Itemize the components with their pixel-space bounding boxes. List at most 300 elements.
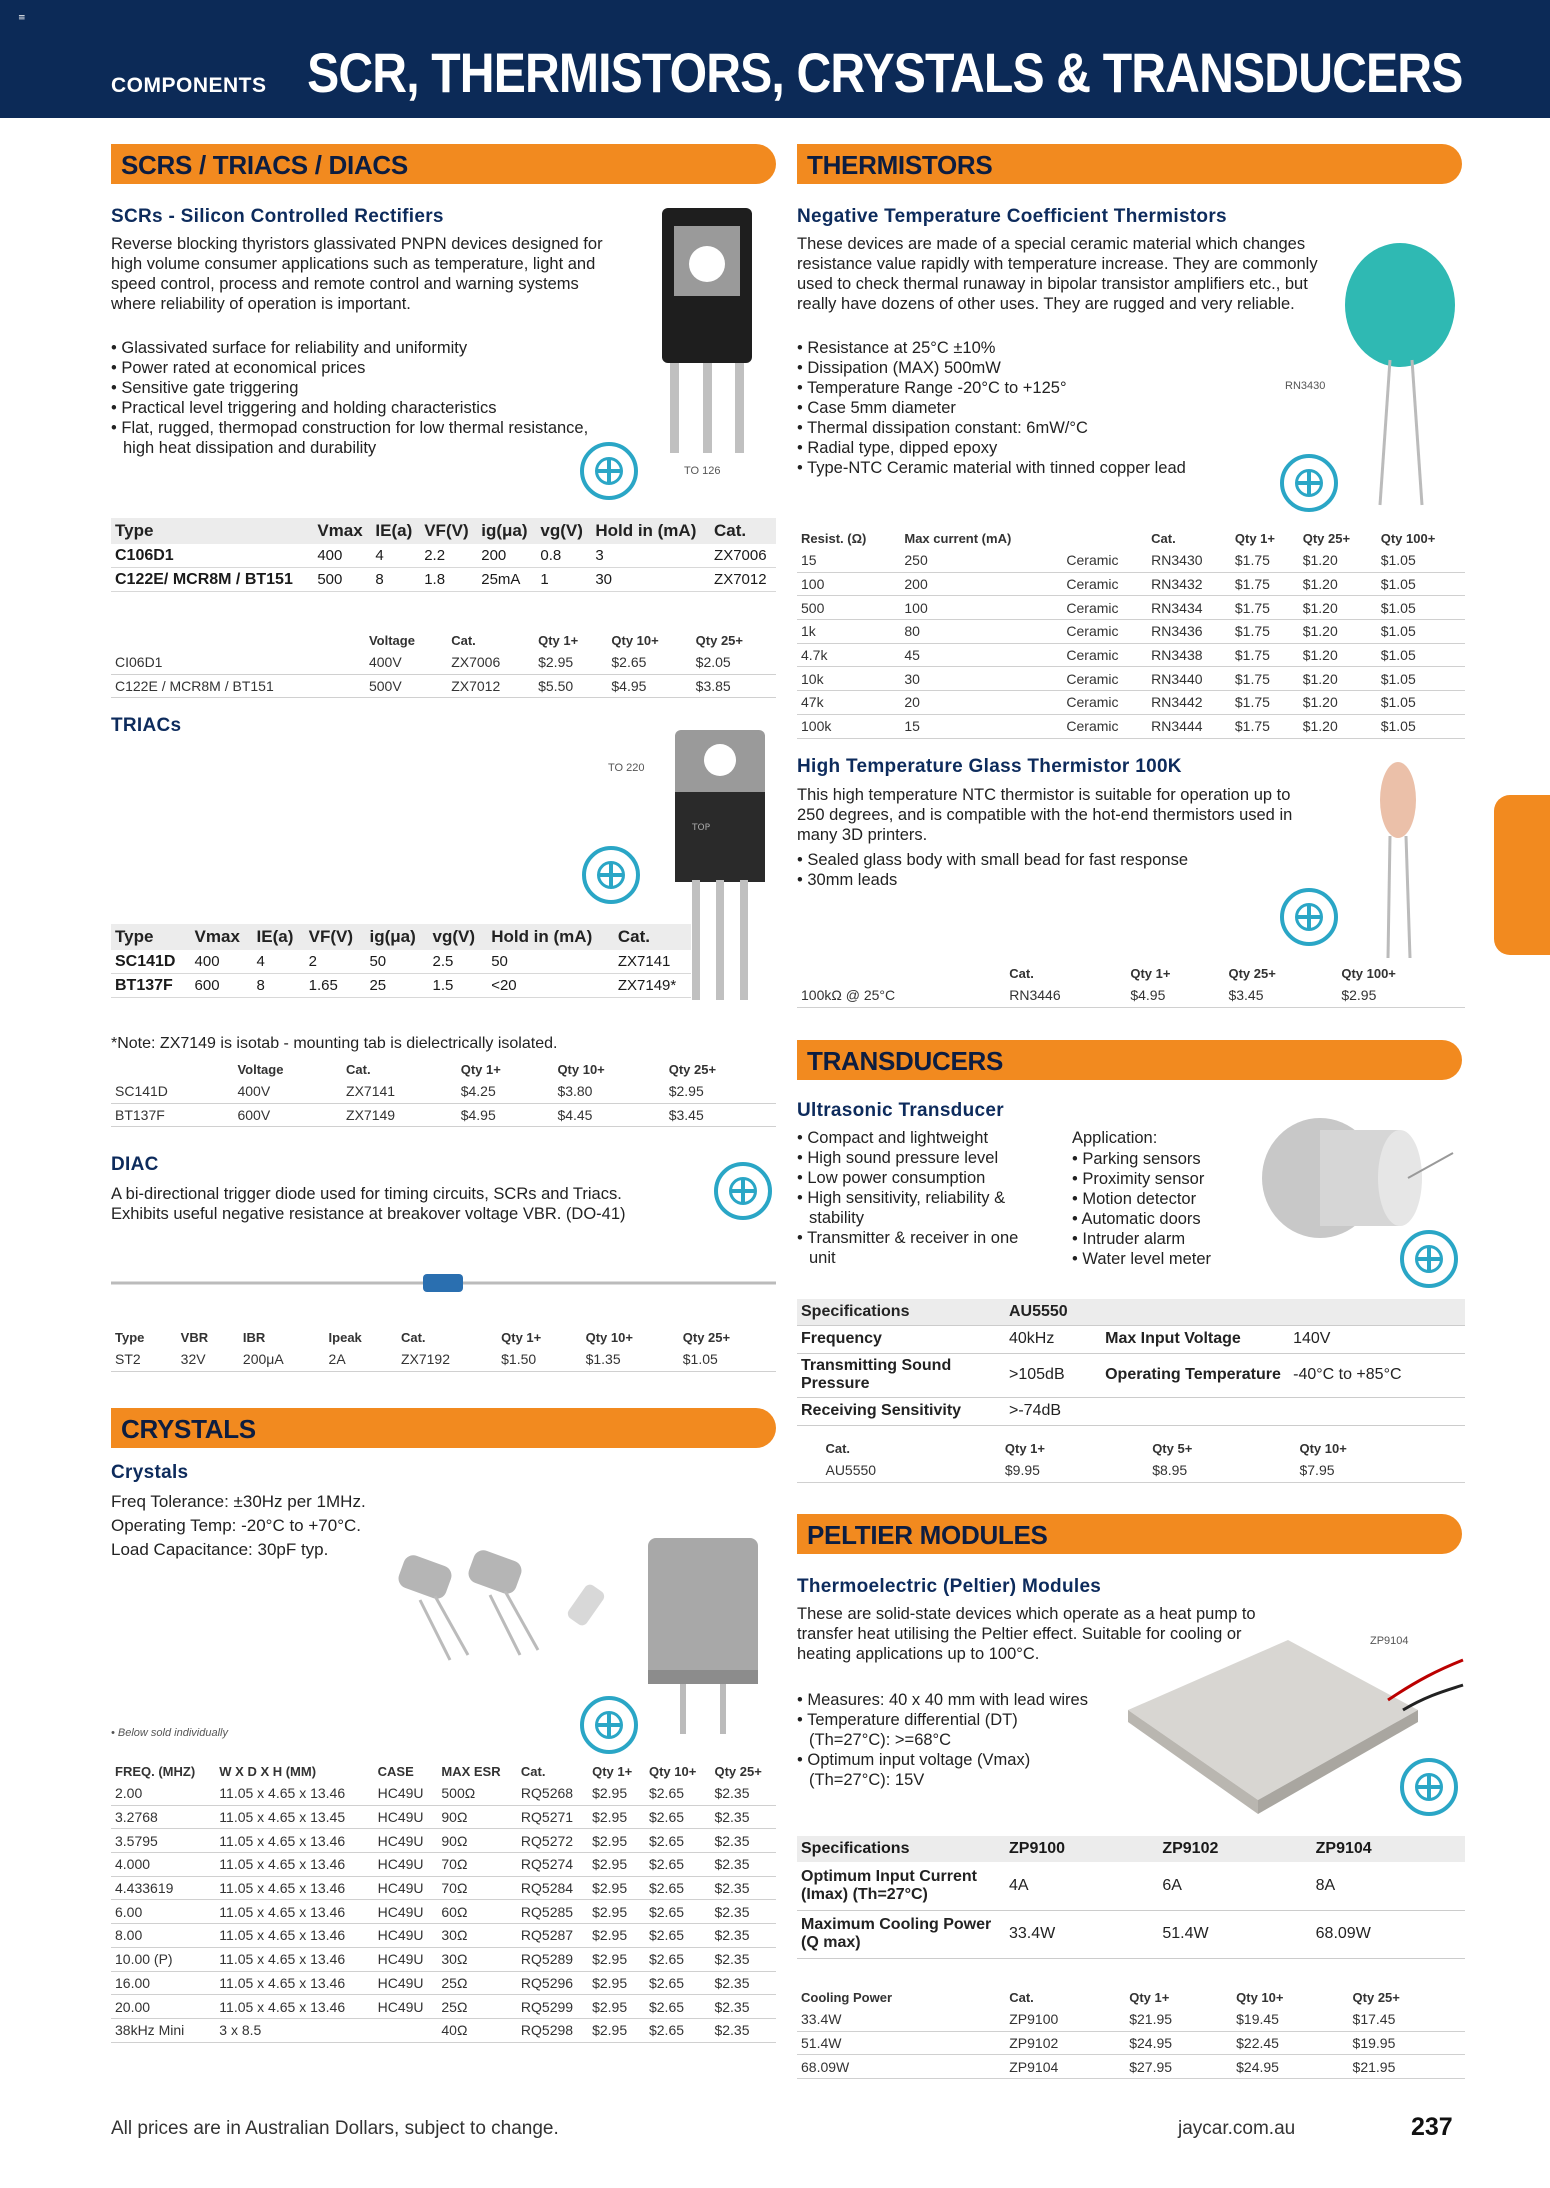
column-header: Qty 1+ (1130, 965, 1171, 981)
table-cell: $2.65 (607, 651, 691, 674)
table-cell: RQ5296 (517, 1971, 588, 1995)
table-row (797, 2055, 1465, 2079)
column-header: Cat. (400, 1329, 426, 1345)
list-item: • Sealed glass body with small bead for fast response (797, 850, 1317, 870)
column-header: VBR (180, 1329, 209, 1345)
menu-icon[interactable]: ≡ (18, 13, 26, 23)
table-cell: CI06D1 (111, 651, 365, 674)
triac-note: *Note: ZX7149 is isotab - mounting tab is dielectrically isolated. (111, 1035, 558, 1052)
globe-icon[interactable] (714, 1162, 772, 1220)
glass-thermistor-table (797, 962, 1465, 1008)
table-cell: 6.00 (111, 1900, 215, 1924)
list-item: • Optimum input voltage (Vmax) (Th=27°C): 15V (797, 1750, 1097, 1790)
table-row (111, 568, 776, 592)
table-cell: 2.2 (420, 544, 477, 568)
table-cell: RQ5272 (517, 1829, 588, 1853)
table-cell: $1.75 (1231, 549, 1299, 572)
table-cell: RQ5287 (517, 1924, 588, 1948)
table-cell: $19.45 (1232, 2008, 1348, 2031)
table-cell: Optimum Input Current (Imax) (Th=27°C) (797, 1862, 1005, 1910)
table-cell: $22.45 (1232, 2031, 1348, 2055)
table-cell: RQ5271 (517, 1805, 588, 1829)
crystals-heading: Crystals (111, 1462, 189, 1483)
triac-image-caption: TO 220 (608, 762, 645, 774)
table-cell: HC49U (374, 1805, 438, 1829)
table-cell: $27.95 (1125, 2055, 1232, 2079)
globe-icon[interactable] (1280, 888, 1338, 946)
table-cell: 500 (797, 596, 900, 620)
table-header-row (797, 1836, 1465, 1862)
table-cell: RN3442 (1147, 691, 1231, 715)
column-header: Hold in (mA) (591, 518, 710, 544)
table-row (797, 549, 1465, 572)
spec-cell: 40kHz (1005, 1325, 1101, 1353)
table-row (797, 620, 1465, 644)
column-header: Qty 1+ (1234, 530, 1275, 546)
table-cell: 500Ω (437, 1782, 517, 1805)
column-header: Qty 25+ (695, 632, 744, 648)
table-cell: 11.05 x 4.65 x 13.46 (215, 1900, 373, 1924)
triac-price-table (111, 1058, 776, 1127)
column-header: Qty 1+ (1004, 1440, 1045, 1456)
table-cell: 100 (900, 596, 1062, 620)
table-row (111, 1782, 776, 1805)
table-cell: RQ5284 (517, 1876, 588, 1900)
spec-title: Specifications (797, 1299, 1005, 1325)
table-cell: 11.05 x 4.65 x 13.46 (215, 1971, 373, 1995)
column-header: Vmax (313, 518, 371, 544)
column-header: Specifications (801, 1840, 910, 1857)
table-cell: 100kΩ @ 25°C (797, 984, 1005, 1007)
table-cell: $1.20 (1299, 691, 1377, 715)
column-header: Qty 1+ (538, 632, 579, 648)
table-cell: 60Ω (437, 1900, 517, 1924)
transducer-heading: Ultrasonic Transducer (797, 1100, 1004, 1121)
transducer-application-title: Application: (1072, 1129, 1158, 1147)
list-item: • Measures: 40 x 40 mm with lead wires (797, 1690, 1097, 1710)
page-number: 237 (1411, 2113, 1453, 2141)
table-row (797, 643, 1465, 667)
table-cell: HC49U (374, 1876, 438, 1900)
table-cell: $2.35 (710, 1782, 776, 1805)
table-cell: 51.4W (1158, 1910, 1311, 1958)
table-cell: $1.75 (1231, 643, 1299, 667)
table-row (111, 1853, 776, 1877)
table-cell: ZX7149* (614, 974, 691, 998)
table-row (111, 1995, 776, 2019)
table-cell: 11.05 x 4.65 x 13.46 (215, 1924, 373, 1948)
table-cell: 200 (900, 572, 1062, 596)
table-cell: $1.75 (1231, 620, 1299, 644)
peltier-features-list (797, 1690, 1097, 1790)
table-cell: 8.00 (111, 1924, 215, 1948)
column-header: FREQ. (MHZ) (115, 1763, 196, 1779)
table-cell: $1.05 (1377, 549, 1465, 572)
table-cell: C122E / MCR8M / BT151 (111, 674, 365, 698)
table-row (111, 1971, 776, 1995)
table-cell: 8 (371, 568, 420, 592)
table-row (111, 1876, 776, 1900)
list-item: • Dissipation (MAX) 500mW (797, 358, 1317, 378)
table-cell: 400V (233, 1080, 342, 1103)
table-cell: 11.05 x 4.65 x 13.46 (215, 1947, 373, 1971)
table-cell: $2.65 (645, 1853, 710, 1877)
scr-price-table (111, 629, 776, 698)
list-item: • Compact and lightweight (797, 1128, 1047, 1148)
column-header: Qty 100+ (1380, 530, 1436, 546)
table-cell: <20 (487, 974, 614, 998)
table-cell: 70Ω (437, 1853, 517, 1877)
table-cell: $1.20 (1299, 572, 1377, 596)
spec-cell: Frequency (797, 1325, 1005, 1353)
glass-thermistor-description: This high temperature NTC thermistor is suitable for operation up to 250 degrees, and is compatible with the hot-end thermistors used in many 3D printers. (797, 786, 1293, 844)
list-item: • Transmitter & receiver in one unit (797, 1228, 1047, 1268)
list-item: • Practical level triggering and holding characteristics (111, 398, 611, 418)
table-cell: $2.65 (645, 1971, 710, 1995)
list-item: • Sensitive gate triggering (111, 378, 611, 398)
table-cell: $1.75 (1231, 714, 1299, 738)
table-cell: 500 (313, 568, 371, 592)
peltier-heading: Thermoelectric (Peltier) Modules (797, 1576, 1102, 1597)
table-cell (797, 1459, 821, 1482)
table-cell: 3.2768 (111, 1805, 215, 1829)
table-cell: 40Ω (437, 2018, 517, 2042)
list-item: • Parking sensors (1072, 1149, 1272, 1169)
table-cell: RN3434 (1147, 596, 1231, 620)
table-cell: 32V (177, 1348, 239, 1371)
table-cell: 38kHz Mini (111, 2018, 215, 2042)
spec-line: Operating Temp: -20°C to +70°C. (111, 1516, 361, 1535)
table-cell: Ceramic (1062, 714, 1147, 738)
thermistors-description: These devices are made of a special ceramic material which changes resistance value rapidly with temperature increase. They are commonly used to check thermal runaway in bipolar transistor amplifiers etc., but really have dozens of other uses. They are rugged and very reliable. (797, 235, 1318, 313)
table-cell: $21.95 (1349, 2055, 1465, 2079)
table-cell: $4.25 (457, 1080, 554, 1103)
table-cell: $19.95 (1349, 2031, 1465, 2055)
table-cell: $2.95 (588, 1805, 645, 1829)
table-cell: 30 (900, 667, 1062, 691)
spec-line: Freq Tolerance: ±30Hz per 1MHz. (111, 1492, 366, 1511)
table-cell: RN3430 (1147, 549, 1231, 572)
header-bar (0, 0, 1550, 118)
table-cell: ZP9102 (1005, 2031, 1125, 2055)
table-cell: 25Ω (437, 1995, 517, 2019)
table-cell: 25 (365, 974, 428, 998)
list-item: • High sound pressure level (797, 1148, 1047, 1168)
column-header: Qty 10+ (1299, 1440, 1347, 1456)
svg-text:TOP: TOP (692, 823, 711, 833)
table-cell: 200 (477, 544, 536, 568)
table-cell: $2.65 (645, 1900, 710, 1924)
table-cell: 1k (797, 620, 900, 644)
peltier-price-table (797, 1986, 1465, 2079)
column-header: Qty 25+ (1302, 530, 1351, 546)
list-item: • 30mm leads (797, 870, 1317, 890)
column-header: ig(μa) (365, 924, 428, 950)
table-cell: HC49U (374, 1995, 438, 2019)
table-cell: AU5550 (821, 1459, 1000, 1482)
table-cell: 2A (325, 1348, 397, 1371)
table-cell: 4A (1005, 1862, 1158, 1910)
peltier-description: These are solid-state devices which operate as a heat pump to transfer heat utilising the Peltier effect. Suitable for cooling or heating applications up to 100°C. (797, 1605, 1256, 1663)
table-cell: 30 (591, 568, 710, 592)
table-cell: HC49U (374, 1782, 438, 1805)
table-header-row (111, 1760, 776, 1782)
table-cell: 30Ω (437, 1924, 517, 1948)
diac-table (111, 1326, 776, 1372)
table-cell: $2.65 (645, 1782, 710, 1805)
table-cell: Ceramic (1062, 691, 1147, 715)
table-cell: 11.05 x 4.65 x 13.46 (215, 1876, 373, 1900)
table-cell: HC49U (374, 1853, 438, 1877)
scr-component-image (652, 208, 762, 458)
column-header (797, 962, 1005, 984)
table-cell: 11.05 x 4.65 x 13.46 (215, 1995, 373, 2019)
table-cell: Ceramic (1062, 643, 1147, 667)
list-item: • Power rated at economical prices (111, 358, 611, 378)
table-cell: 2.5 (429, 950, 488, 974)
column-header: W X D X H (MM) (219, 1763, 317, 1779)
transducer-spec-table (797, 1299, 1465, 1426)
footer-website-link[interactable]: jaycar.com.au (1178, 2118, 1296, 2139)
table-cell: ZP9100 (1005, 2008, 1125, 2031)
table-row (111, 950, 691, 974)
spec-cell: >-74dB (1005, 1397, 1465, 1425)
table-row (111, 674, 776, 698)
table-cell: $1.75 (1231, 691, 1299, 715)
globe-icon[interactable] (580, 442, 638, 500)
table-cell: 11.05 x 4.65 x 13.46 (215, 1782, 373, 1805)
list-item: • Glassivated surface for reliability and uniformity (111, 338, 611, 358)
column-header: Qty 1+ (460, 1061, 501, 1077)
list-item: • Flat, rugged, thermopad construction for low thermal resistance, high heat dissipation and durability (111, 418, 611, 458)
table-cell: ZP9104 (1005, 2055, 1125, 2079)
list-item: • Thermal dissipation constant: 6mW/°C (797, 418, 1317, 438)
column-header: Vmax (191, 924, 253, 950)
column-header: Qty 1+ (501, 1329, 542, 1345)
table-cell: ZX7192 (397, 1348, 497, 1371)
column-header: vg(V) (536, 518, 591, 544)
column-header: Qty 5+ (1152, 1440, 1193, 1456)
table-cell: 500V (365, 674, 447, 698)
table-cell: $2.65 (645, 1995, 710, 2019)
spec-cell: 140V (1289, 1325, 1465, 1353)
spec-cell: Operating Temperature (1101, 1353, 1289, 1397)
crystals-specs (111, 1490, 366, 1562)
table-cell: 90Ω (437, 1829, 517, 1853)
table-cell: $1.20 (1299, 596, 1377, 620)
table-cell: $1.50 (497, 1348, 581, 1371)
table-cell: $1.05 (1377, 620, 1465, 644)
table-cell: $4.95 (607, 674, 691, 698)
table-cell: $2.05 (692, 651, 776, 674)
column-header (797, 1437, 821, 1459)
table-cell: $8.95 (1148, 1459, 1295, 1482)
table-cell: $2.95 (588, 1853, 645, 1877)
table-cell: $5.50 (534, 674, 607, 698)
table-row (797, 2031, 1465, 2055)
column-header: Type (111, 518, 313, 544)
table-cell: 10.00 (P) (111, 1947, 215, 1971)
table-cell: $2.35 (710, 1876, 776, 1900)
section-scrs-triacs-diacs: SCRS / TRIACS / DIACS (111, 144, 776, 184)
section-peltier: PELTIER MODULES (797, 1514, 1462, 1554)
scr-image-caption: TO 126 (684, 465, 721, 477)
column-header: IBR (242, 1329, 266, 1345)
table-cell: 4 (371, 544, 420, 568)
glass-thermistor-image (1368, 758, 1428, 963)
table-cell: RN3446 (1005, 984, 1126, 1007)
table-row (797, 1862, 1465, 1910)
table-cell: HC49U (374, 1900, 438, 1924)
table-row (111, 1900, 776, 1924)
table-cell: ZX7006 (710, 544, 776, 568)
table-cell: 1.65 (305, 974, 366, 998)
table-cell: SC141D (111, 950, 191, 974)
diac-heading: DIAC (111, 1154, 159, 1175)
table-cell: 45 (900, 643, 1062, 667)
column-header: VF(V) (305, 924, 366, 950)
table-cell: BT137F (111, 974, 191, 998)
table-cell: RQ5289 (517, 1947, 588, 1971)
table-cell: RN3436 (1147, 620, 1231, 644)
table-cell: RN3432 (1147, 572, 1231, 596)
column-header (111, 1058, 233, 1080)
table-cell: 4.000 (111, 1853, 215, 1877)
list-item: • High sensitivity, reliability & stability (797, 1188, 1047, 1228)
page-title: SCR, THERMISTORS, CRYSTALS & TRANSDUCERS (306, 41, 1462, 104)
table-cell: 400V (365, 651, 447, 674)
table-header-row (797, 527, 1465, 549)
table-cell: $2.95 (588, 1782, 645, 1805)
table-row (111, 1103, 776, 1127)
table-row (111, 974, 691, 998)
table-cell: 51.4W (797, 2031, 1005, 2055)
table-cell: $2.35 (710, 1805, 776, 1829)
table-row (797, 667, 1465, 691)
transducer-price-table (797, 1437, 1465, 1483)
crystals-note: • Below sold individually (111, 1727, 228, 1739)
table-cell: $1.20 (1299, 643, 1377, 667)
table-cell: 2.00 (111, 1782, 215, 1805)
table-cell: ZX7141 (342, 1080, 457, 1103)
glass-thermistor-heading: High Temperature Glass Thermistor 100K (797, 756, 1182, 777)
table-cell: BT137F (111, 1103, 233, 1127)
table-cell: 4 (253, 950, 305, 974)
table-cell: 600 (191, 974, 253, 998)
globe-icon[interactable] (580, 1696, 638, 1754)
globe-icon[interactable] (1400, 1230, 1458, 1288)
thermistor-component-image (1340, 240, 1460, 510)
scr-features-list (111, 338, 611, 458)
table-cell: $3.80 (553, 1080, 664, 1103)
list-item: • Type-NTC Ceramic material with tinned copper lead (797, 458, 1317, 478)
globe-icon[interactable] (1400, 1758, 1458, 1816)
scr-heading: SCRs - Silicon Controlled Rectifiers (111, 206, 444, 227)
table-cell: $1.75 (1231, 667, 1299, 691)
table-cell: $2.95 (665, 1080, 776, 1103)
table-header-row (111, 629, 776, 651)
table-cell: ZX7141 (614, 950, 691, 974)
list-item: • Motion detector (1072, 1189, 1272, 1209)
column-header: Cat. (825, 1440, 851, 1456)
column-header: Qty 25+ (714, 1763, 762, 1779)
table-cell: HC49U (374, 1947, 438, 1971)
scr-description: Reverse blocking thyristors glassivated PNPN devices designed for high volume consumer applications such as temperature, light and speed control, process and remote control and warning systems where reliability of operation is important. (111, 235, 603, 313)
table-cell: $1.20 (1299, 620, 1377, 644)
table-cell: 100k (797, 714, 900, 738)
table-row (797, 572, 1465, 596)
column-header: IE(a) (371, 518, 420, 544)
column-header (111, 629, 365, 651)
table-cell: Ceramic (1062, 549, 1147, 572)
table-cell: 80 (900, 620, 1062, 644)
list-item: • Water level meter (1072, 1249, 1272, 1269)
column-header: Qty 1+ (592, 1763, 633, 1779)
table-cell: $2.95 (1337, 984, 1465, 1007)
table-cell: $2.95 (588, 1995, 645, 2019)
column-header: Qty 25+ (682, 1329, 731, 1345)
table-cell: $2.95 (588, 1900, 645, 1924)
table-cell: 11.05 x 4.65 x 13.46 (215, 1829, 373, 1853)
globe-icon[interactable] (582, 846, 640, 904)
table-cell: HC49U (374, 1971, 438, 1995)
table-cell: $2.65 (645, 2018, 710, 2042)
table-cell: $2.35 (710, 1947, 776, 1971)
column-header: Cat. (346, 1061, 371, 1077)
table-cell: RQ5285 (517, 1900, 588, 1924)
column-header: Qty 25+ (1352, 1989, 1400, 2005)
column-header: Cat. (614, 924, 691, 950)
table-cell: 10k (797, 667, 900, 691)
column-header: Qty 10+ (585, 1329, 633, 1345)
column-header: Voltage (237, 1061, 284, 1077)
table-cell: 1.5 (429, 974, 488, 998)
table-cell: C106D1 (111, 544, 313, 568)
table-cell: 16.00 (111, 1971, 215, 1995)
table-cell: $4.45 (553, 1103, 664, 1127)
column-header: Cat. (520, 1763, 546, 1779)
table-cell: $2.95 (588, 1924, 645, 1948)
globe-icon[interactable] (1280, 454, 1338, 512)
list-item: • Proximity sensor (1072, 1169, 1272, 1189)
table-cell: 20 (900, 691, 1062, 715)
table-row (111, 544, 776, 568)
column-header: vg(V) (429, 924, 488, 950)
table-cell: $2.95 (588, 1947, 645, 1971)
table-cell: 68.09W (1312, 1910, 1465, 1958)
table-cell: 50 (365, 950, 428, 974)
table-row (111, 2018, 776, 2042)
table-cell: $7.95 (1295, 1459, 1465, 1482)
table-cell: 11.05 x 4.65 x 13.45 (215, 1805, 373, 1829)
table-cell: $3.85 (692, 674, 776, 698)
table-cell: 11.05 x 4.65 x 13.46 (215, 1853, 373, 1877)
side-tab[interactable] (1494, 795, 1550, 955)
table-header-row (111, 924, 691, 950)
table-cell: $2.35 (710, 1829, 776, 1853)
table-cell: 400 (313, 544, 371, 568)
list-item: • Temperature Range -20°C to +125° (797, 378, 1317, 398)
column-header (1062, 527, 1147, 549)
spec-cell: -40°C to +85°C (1289, 1353, 1465, 1397)
table-cell: RQ5299 (517, 1995, 588, 2019)
column-header: Max current (mA) (904, 530, 1012, 546)
list-item: • Low power consumption (797, 1168, 1047, 1188)
table-cell: Ceramic (1062, 596, 1147, 620)
table-cell: $2.35 (710, 1995, 776, 2019)
table-cell: $3.45 (665, 1103, 776, 1127)
table-cell: 1 (536, 568, 591, 592)
